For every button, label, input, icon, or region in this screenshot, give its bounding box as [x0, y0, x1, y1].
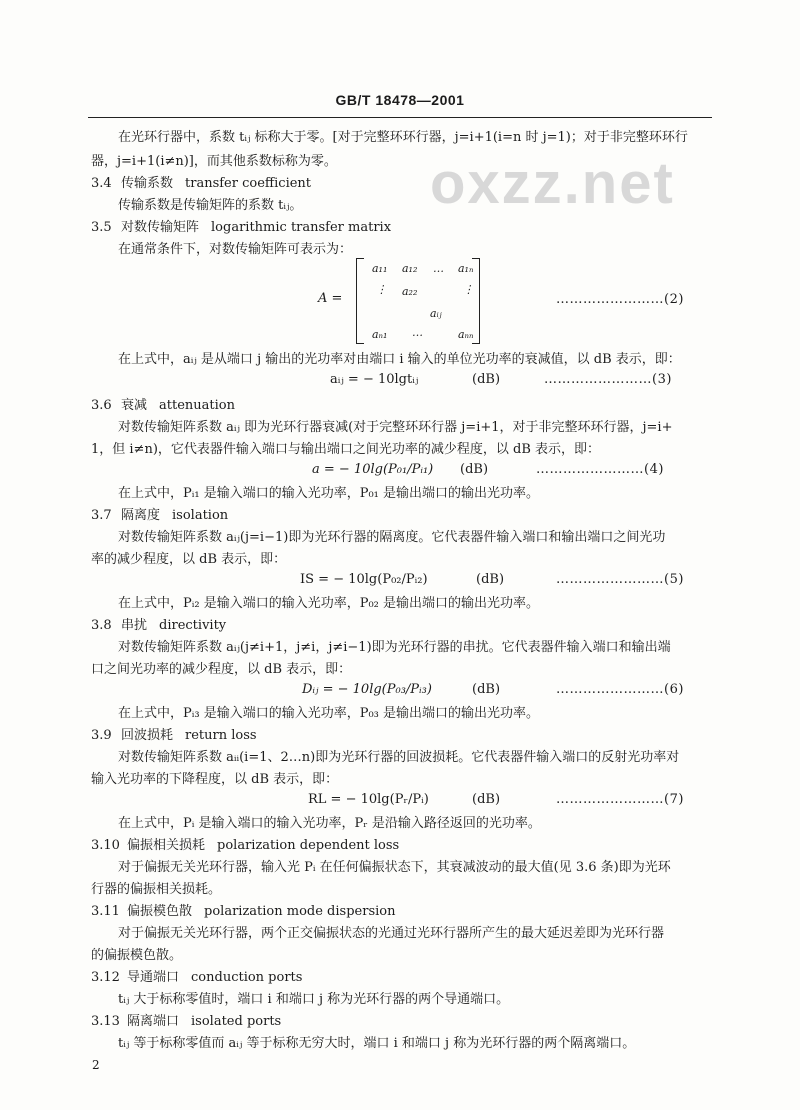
equation-number: ……………………(2) — [556, 292, 684, 307]
section-number: 3.9 — [91, 728, 112, 743]
section-title-zh: 串扰 — [121, 618, 148, 633]
matrix-left-bracket — [356, 258, 364, 344]
intro-line-1: 在光环行器中，系数 tᵢⱼ 标称大于零。[对于完整环环行器，j=i+1(i=n 时 j=1)；对于非完整环环行 — [118, 130, 688, 145]
equation-unit: (dB) — [460, 462, 489, 477]
section-title-en: conduction ports — [191, 970, 303, 985]
equation-number: ……………………(7) — [556, 792, 684, 807]
matrix-cell: ⋮ — [376, 283, 387, 296]
section-title-zh: 传输系数 — [121, 176, 174, 191]
section-3-10-line-1: 对于偏振无关光环行器，输入光 Pᵢ 在任何偏振状态下，其衰减波动的最大值(见 3.6 条)即为光环 — [118, 860, 671, 875]
section-title-en: logarithmic transfer matrix — [211, 220, 392, 235]
section-3-9-note: 在上式中，Pᵢ 是输入端口的输入光功率，Pᵣ 是沿输入路径返回的光功率。 — [118, 816, 541, 831]
equation-unit: (dB) — [472, 792, 501, 807]
equation-number: ……………………(4) — [536, 462, 664, 477]
section-3-6-line-1: 对数传输矩阵系数 aᵢⱼ 即为光环行器衰减(对于完整环环行器 j=i+1，对于非完整环环行器，j=i+ — [118, 420, 673, 435]
section-title-en: attenuation — [159, 398, 235, 413]
matrix-cell: a₁₁ — [372, 262, 388, 275]
section-title-en: isolation — [172, 508, 229, 523]
equation-3: aᵢⱼ = − 10lgtᵢⱼ — [330, 372, 419, 387]
section-title-zh: 回波损耗 — [121, 728, 174, 743]
section-number: 3.12 — [91, 970, 120, 985]
section-3-11-heading — [91, 902, 395, 922]
section-3-4-body: 传输系数是传输矩阵的系数 tᵢⱼ。 — [118, 198, 303, 213]
equation-4: a = − 10lg(P₀₁/Pᵢ₁) — [312, 462, 434, 477]
equation-5: IS = − 10lg(P₀₂/Pᵢ₂) — [300, 572, 428, 587]
section-title-en: polarization mode dispersion — [204, 904, 396, 919]
section-3-4-heading — [91, 174, 311, 194]
section-number: 3.4 — [91, 176, 112, 191]
section-3-7-heading — [91, 506, 228, 526]
section-3-13-line-1: tᵢⱼ 等于标称零值而 aᵢⱼ 等于标称无穷大时，端口 i 和端口 j 称为光环行器的两个隔离端口。 — [118, 1036, 636, 1051]
section-number: 3.6 — [91, 398, 112, 413]
matrix-cell: aₙₙ — [458, 328, 474, 341]
section-3-6-line-2: 1，但 i≠n)，它代表器件输入端口与输出端口之间光功率的减少程度，以 dB 表示，即： — [91, 442, 601, 457]
matrix-cell: … — [412, 326, 423, 339]
section-number: 3.11 — [91, 904, 120, 919]
equation-7: RL = − 10lg(Pᵣ/Pᵢ) — [308, 792, 429, 807]
section-3-12-line-1: tᵢⱼ 大于标称零值时，端口 i 和端口 j 称为光环行器的两个导通端口。 — [118, 992, 510, 1007]
section-3-10-heading — [91, 836, 399, 856]
section-3-9-line-1: 对数传输矩阵系数 aᵢᵢ(i=1、2…n)即为光环行器的回波损耗。它代表器件输入端口的反射光功率对 — [118, 750, 680, 765]
section-3-9-line-2: 输入光功率的下降程度，以 dB 表示，即： — [91, 772, 339, 787]
section-3-9-heading — [91, 726, 257, 746]
matrix-cell: … — [433, 262, 444, 275]
matrix-cell: ⋮ — [463, 283, 474, 296]
section-title-zh: 隔离端口 — [127, 1014, 180, 1029]
matrix-cell: a₁₂ — [402, 262, 418, 275]
section-title-en: directivity — [159, 618, 227, 633]
matrix-lhs: A = — [318, 291, 343, 306]
equation-unit: (dB) — [472, 682, 501, 697]
section-title-zh: 衰减 — [121, 398, 148, 413]
section-title-zh: 隔离度 — [121, 508, 161, 523]
page-number: 2 — [92, 1058, 100, 1072]
section-number: 3.8 — [91, 618, 112, 633]
section-3-8-heading — [91, 616, 226, 636]
equation-unit: (dB) — [476, 572, 505, 587]
section-3-13-heading — [91, 1012, 281, 1032]
section-3-8-line-2: 口之间光功率的减少程度，以 dB 表示，即： — [91, 662, 352, 677]
equation-number: ……………………(5) — [556, 572, 684, 587]
section-3-11-line-2: 的偏振模色散。 — [91, 948, 183, 963]
section-3-7-note: 在上式中，Pᵢ₂ 是输入端口的输入光功率，P₀₂ 是输出端口的输出光功率。 — [118, 596, 540, 611]
section-number: 3.5 — [91, 220, 112, 235]
section-number: 3.13 — [91, 1014, 120, 1029]
equation-unit: (dB) — [472, 372, 501, 387]
section-title-en: polarization dependent loss — [217, 838, 400, 853]
section-title-en: transfer coefficient — [185, 176, 312, 191]
matrix-cell: a₁ₙ — [458, 262, 474, 275]
section-3-6-note: 在上式中，Pᵢ₁ 是输入端口的输入光功率，P₀₁ 是输出端口的输出光功率。 — [118, 486, 540, 501]
section-number: 3.7 — [91, 508, 112, 523]
section-3-5-body: 在通常条件下，对数传输矩阵可表示为： — [118, 242, 353, 257]
section-number: 3.10 — [91, 838, 120, 853]
matrix-cell: aᵢⱼ — [430, 307, 442, 320]
section-3-10-line-2: 行器的偏振相关损耗。 — [91, 882, 222, 897]
section-title-zh: 偏振相关损耗 — [127, 838, 206, 853]
section-3-7-line-1: 对数传输矩阵系数 aᵢⱼ(j=i−1)即为光环行器的隔离度。它代表器件输入端口和输出端口之间光功 — [118, 530, 666, 545]
equation-number: ……………………(3) — [544, 372, 672, 387]
matrix-cell: a₂₂ — [402, 285, 418, 298]
header-rule — [88, 117, 712, 118]
section-title-en: isolated ports — [191, 1014, 282, 1029]
section-3-7-line-2: 率的减少程度，以 dB 表示，即： — [91, 552, 287, 567]
section-3-12-heading — [91, 968, 302, 988]
equation-number: ……………………(6) — [556, 682, 684, 697]
matrix-explanation: 在上式中，aᵢⱼ 是从端口 j 输出的光功率对由端口 i 输入的单位光功率的衰减值，以 dB 表示，即： — [118, 352, 681, 367]
section-3-8-line-1: 对数传输矩阵系数 aᵢⱼ(j≠i+1，j≠i，j≠i−1)即为光环行器的串扰。它代表器件输入端口和输出端 — [118, 640, 671, 655]
section-3-6-heading — [91, 396, 235, 416]
standard-header: GB/T 18478—2001 — [335, 92, 465, 108]
section-3-5-heading — [91, 218, 391, 238]
section-title-en: return loss — [185, 728, 257, 743]
section-3-11-line-1: 对于偏振无关光环行器，两个正交偏振状态的光通过光环行器所产生的最大延迟差即为光环行器 — [118, 926, 665, 941]
section-title-zh: 导通端口 — [127, 970, 180, 985]
intro-line-2: 器，j=i+1(i≠n)]，而其他系数标称为零。 — [91, 154, 337, 169]
watermark: oxzz.net — [430, 151, 675, 216]
section-title-zh: 对数传输矩阵 — [121, 220, 200, 235]
matrix-cell: aₙ₁ — [372, 328, 388, 341]
equation-6: Dᵢⱼ = − 10lg(P₀₃/Pᵢ₃) — [302, 682, 432, 697]
section-title-zh: 偏振模色散 — [127, 904, 193, 919]
section-3-8-note: 在上式中，Pᵢ₃ 是输入端口的输入光功率，P₀₃ 是输出端口的输出光功率。 — [118, 706, 540, 721]
